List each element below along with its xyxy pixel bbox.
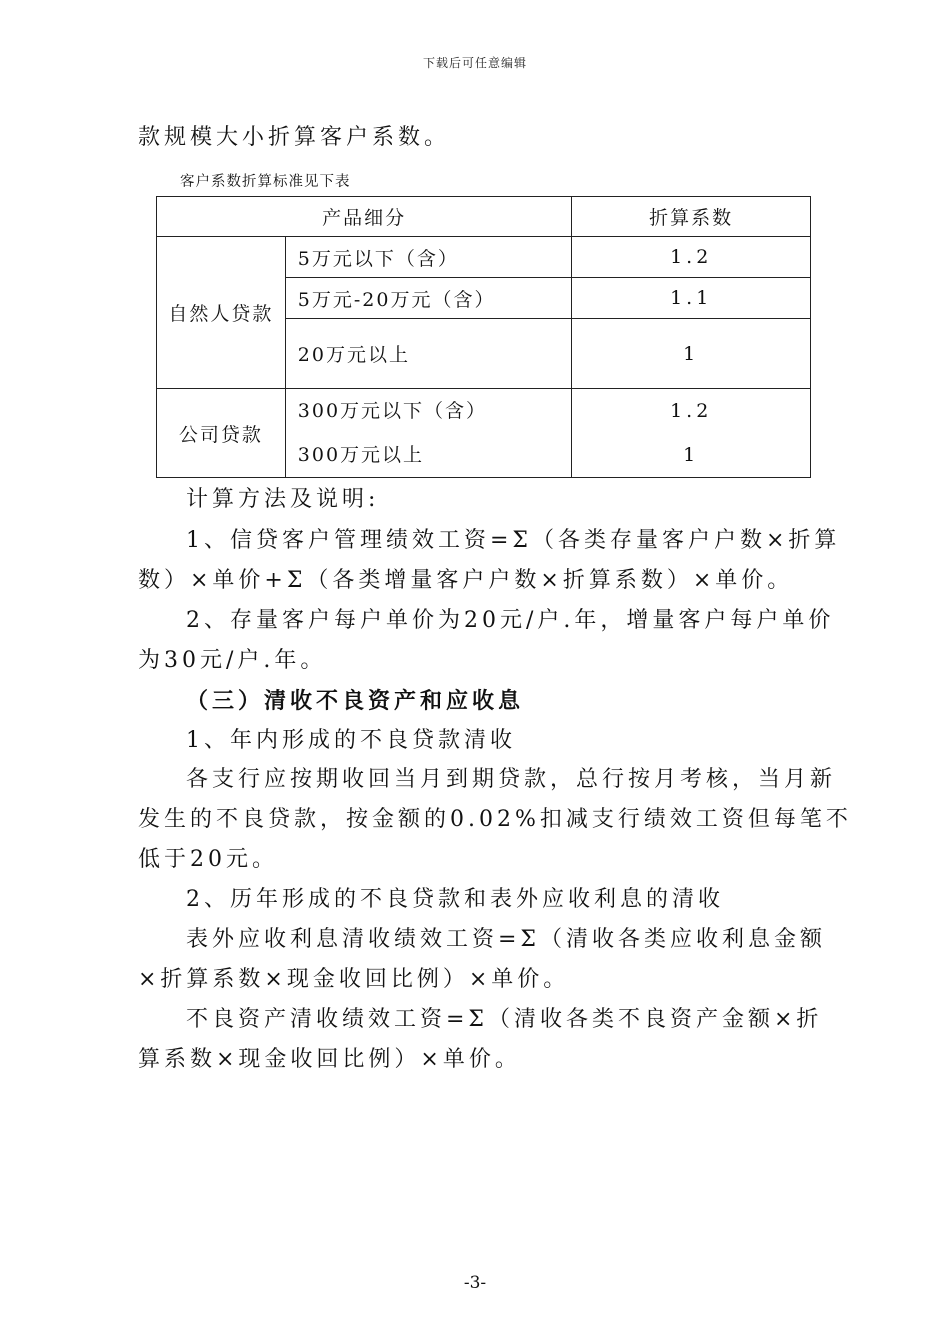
calc2-line1: 2、存量客户每户单价为20元/户.年，增量客户每户单价	[186, 608, 835, 633]
page-number: -3-	[463, 1273, 487, 1293]
row-items-corporate	[285, 389, 572, 478]
sub2-title: 2、历年形成的不良贷款和表外应收利息的清收	[186, 887, 724, 912]
row-value: 1.2	[670, 400, 713, 422]
row-value: 1	[683, 444, 700, 466]
row-item: 5万元-20万元（含）	[285, 278, 572, 319]
table-row	[157, 389, 811, 478]
row-value: 1.2	[572, 237, 811, 278]
table-caption: 客户系数折算标准见下表	[180, 174, 351, 190]
calc1-line1: 1、信贷客户管理绩效工资=Σ（各类存量客户户数×折算	[186, 528, 841, 553]
section3-title: （三）清收不良资产和应收息	[186, 688, 525, 714]
sub1-body-line2: 发生的不良贷款，按金额的0.02%扣减支行绩效工资但每笔不	[138, 807, 852, 832]
sub2-body2-line2: 算系数×现金收回比例）×单价。	[138, 1047, 521, 1072]
intro-line: 款规模大小折算客户系数。	[138, 125, 451, 150]
row-item: 300万元以上	[297, 444, 425, 466]
coefficient-table	[156, 196, 811, 478]
row-values-corporate	[572, 389, 811, 478]
group-individual-loans: 自然人贷款	[157, 237, 286, 389]
sub1-title: 1、年内形成的不良贷款清收	[186, 728, 516, 753]
sub1-body-line3: 低于20元。	[138, 847, 278, 872]
header-product-segment: 产品细分	[157, 197, 572, 237]
row-value: 1	[572, 319, 811, 389]
calc2-line2: 为30元/户.年。	[138, 648, 327, 673]
sub2-body1-line2: ×折算系数×现金收回比例）×单价。	[138, 967, 570, 992]
sub2-body1-line1: 表外应收利息清收绩效工资=Σ（清收各类应收利息金额	[186, 927, 826, 952]
group-corporate-loans: 公司贷款	[157, 389, 286, 478]
row-value: 1.1	[572, 278, 811, 319]
row-item: 300万元以下（含）	[297, 400, 488, 422]
calc1-line2: 数）×单价+Σ（各类增量客户户数×折算系数）×单价。	[138, 568, 794, 593]
row-item: 5万元以下（含）	[285, 237, 572, 278]
sub2-body2-line1: 不良资产清收绩效工资=Σ（清收各类不良资产金额×折	[186, 1007, 823, 1032]
row-item: 20万元以上	[285, 319, 572, 389]
sub1-body-line1: 各支行应按期收回当月到期贷款，总行按月考核，当月新	[186, 767, 837, 792]
table-header-row	[157, 197, 811, 237]
header-coefficient: 折算系数	[572, 197, 811, 237]
page-header: 下载后可任意编辑	[422, 56, 527, 70]
calc-title: 计算方法及说明:	[186, 487, 380, 512]
table-row	[157, 237, 811, 278]
